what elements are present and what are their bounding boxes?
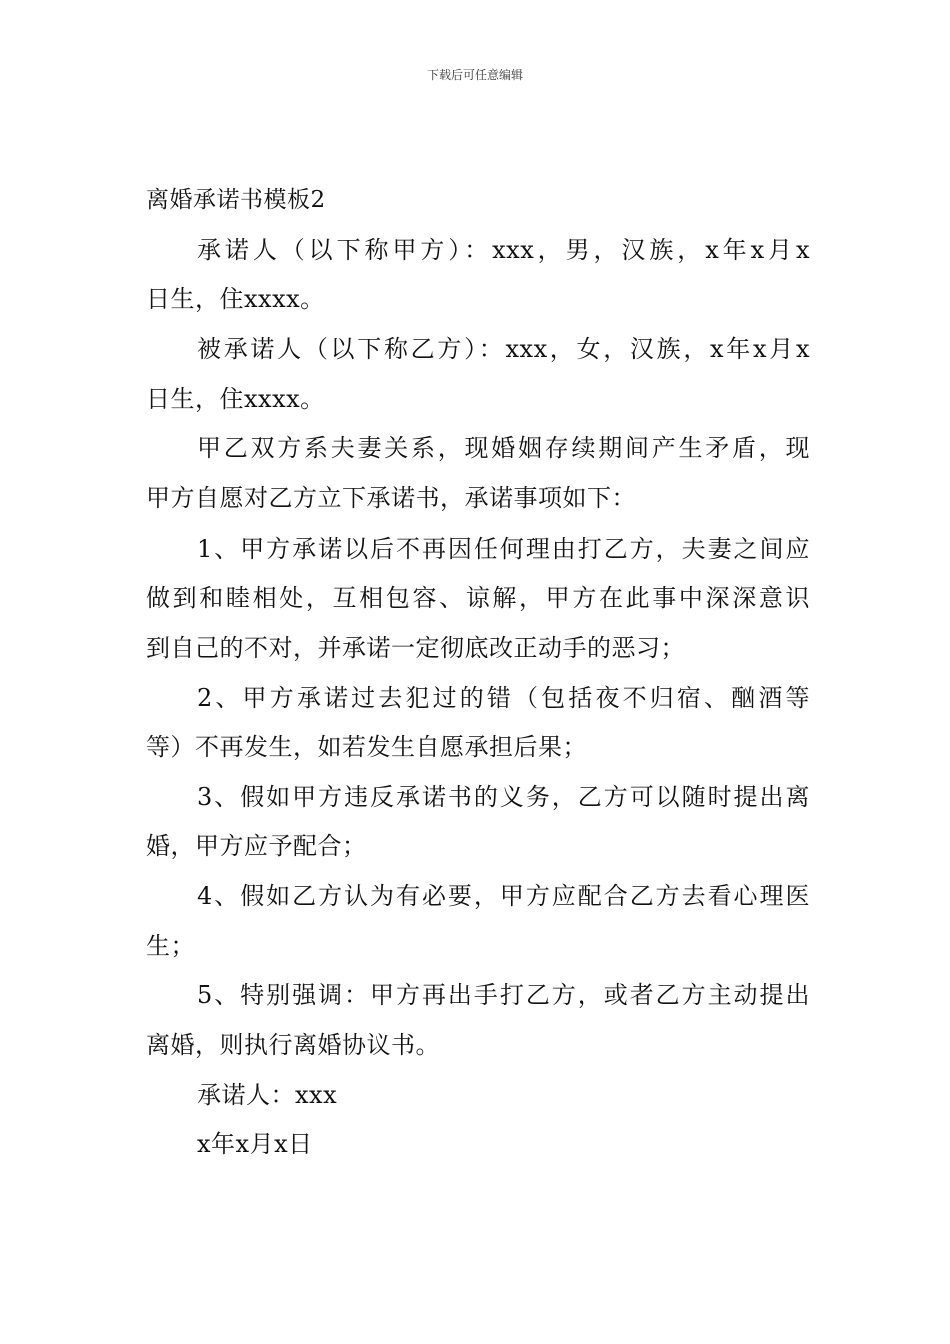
paragraph-line: 到自己的不对，并承诺一定彻底改正动手的恶习； [146,634,685,662]
paragraph-line: 1、甲方承诺以后不再因任何理由打乙方，夫妻之间应 [197,535,810,563]
document-title: 离婚承诺书模板2 [146,187,326,213]
paragraph-line: 5、特别强调：甲方再出手打乙方，或者乙方主动提出 [197,981,810,1009]
paragraph-line: 等）不再发生，如若发生自愿承担后果； [146,733,587,761]
paragraph-line: 生； [146,932,195,960]
paragraph-line: 4、假如乙方认为有必要，甲方应配合乙方去看心理医 [197,882,810,910]
paragraph-line: 日生，住xxxx。 [146,385,325,413]
paragraph-line: 日生，住xxxx。 [146,285,325,313]
date-line: x年x月x日 [197,1130,313,1158]
header-note: 下载后可任意编辑 [426,68,523,82]
signer-line: 承诺人：xxx [197,1081,338,1109]
paragraph-line: 2、甲方承诺过去犯过的错（包括夜不归宿、酗酒等 [197,684,810,712]
paragraph-line: 承诺人（以下称甲方）：xxx，男，汉族，x年x月x [197,236,810,264]
paragraph-line: 甲乙双方系夫妻关系，现婚姻存续期间产生矛盾，现 [197,434,810,462]
paragraph-line: 3、假如甲方违反承诺书的义务，乙方可以随时提出离 [197,783,810,811]
paragraph-line: 做到和睦相处，互相包容、谅解，甲方在此事中深深意识 [146,584,810,612]
paragraph-line: 甲方自愿对乙方立下承诺书，承诺事项如下： [146,484,636,512]
paragraph-line: 被承诺人（以下称乙方）：xxx，女，汉族，x年x月x [197,335,810,363]
paragraph-line: 离婚，则执行离婚协议书。 [146,1031,440,1059]
paragraph-line: 婚，甲方应予配合； [146,832,367,860]
